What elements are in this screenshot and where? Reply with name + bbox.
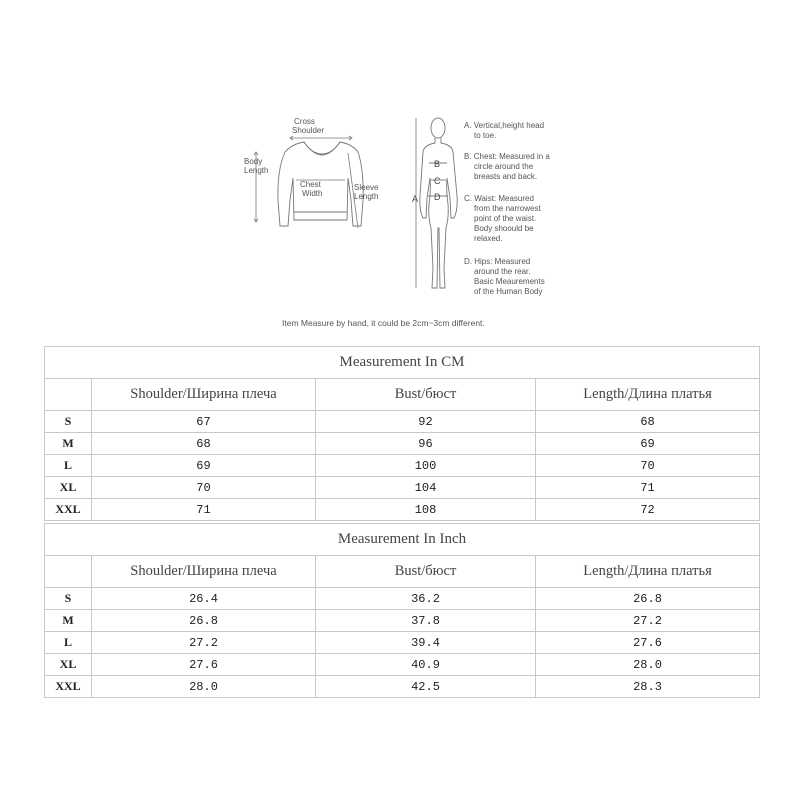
header-length: Length/Длина платья (536, 379, 760, 411)
shoulder-cell: 28.0 (92, 676, 316, 698)
table-row (45, 632, 760, 654)
table-row (45, 477, 760, 499)
header-length: Length/Длина платья (536, 556, 760, 588)
length-cell: 26.8 (536, 588, 760, 610)
note-d (464, 257, 545, 296)
bust-cell: 36.2 (316, 588, 536, 610)
table-row (45, 676, 760, 698)
letter-a: A (412, 194, 419, 204)
shoulder-cell: 27.2 (92, 632, 316, 654)
measurement-caption: Item Measure by hand, it could be 2cm~3cm different. (282, 318, 485, 328)
bust-cell: 39.4 (316, 632, 536, 654)
note-d-line-1: D. Hips: Measured (464, 257, 531, 266)
note-c-line-2: from the narrowest (474, 204, 541, 213)
note-b-line-1: B. Chest: Measured in a (464, 152, 550, 161)
note-c-line-1: C. Waist: Measured (464, 194, 534, 203)
size-cell: S (45, 411, 92, 433)
shoulder-cell: 70 (92, 477, 316, 499)
size-cell: XXL (45, 499, 92, 521)
table-row (45, 654, 760, 676)
header-shoulder: Shoulder/Ширина плеча (92, 556, 316, 588)
header-bust: Bust/бюст (316, 556, 536, 588)
note-d-line-4: of the Human Body (474, 287, 543, 296)
length-cell: 72 (536, 499, 760, 521)
human-figure-illustration (416, 118, 457, 288)
note-c-line-5: relaxed. (474, 234, 503, 243)
letter-c: C (434, 176, 441, 186)
size-cell: L (45, 632, 92, 654)
cross-shoulder-label-2: Shoulder (292, 126, 325, 135)
sleeve-length-label-1: Sleeve (354, 183, 379, 192)
size-cell: L (45, 455, 92, 477)
size-cell: S (45, 588, 92, 610)
cm-size-table (44, 346, 760, 521)
size-cell: M (45, 610, 92, 632)
shoulder-cell: 27.6 (92, 654, 316, 676)
length-cell: 68 (536, 411, 760, 433)
shoulder-cell: 26.4 (92, 588, 316, 610)
size-cell: XL (45, 477, 92, 499)
chest-width-label-1: Chest (300, 180, 321, 189)
table-row (45, 588, 760, 610)
cross-shoulder-label-1: Cross (294, 117, 315, 126)
chest-width-label-2: Width (302, 189, 323, 198)
table-row (45, 433, 760, 455)
header-bust: Bust/бюст (316, 379, 536, 411)
note-a (464, 121, 544, 140)
length-cell: 27.6 (536, 632, 760, 654)
note-d-line-3: Basic Meaurements (474, 277, 545, 286)
length-cell: 71 (536, 477, 760, 499)
note-d-line-2: around the rear. (474, 267, 531, 276)
bust-cell: 108 (316, 499, 536, 521)
length-cell: 28.3 (536, 676, 760, 698)
table-row (45, 411, 760, 433)
header-empty-cell (45, 556, 92, 588)
bust-cell: 92 (316, 411, 536, 433)
letter-d: D (434, 192, 441, 202)
note-a-line-1: A. Vertical,height head (464, 121, 545, 130)
shoulder-cell: 26.8 (92, 610, 316, 632)
inch-size-table (44, 523, 760, 698)
bust-cell: 42.5 (316, 676, 536, 698)
table-title: Measurement In CM (45, 347, 760, 379)
sleeve-length-label-2: Length (354, 192, 379, 201)
length-cell: 28.0 (536, 654, 760, 676)
bust-cell: 96 (316, 433, 536, 455)
length-cell: 69 (536, 433, 760, 455)
note-b (464, 152, 550, 181)
size-cell: M (45, 433, 92, 455)
shoulder-cell: 67 (92, 411, 316, 433)
letter-b: B (434, 159, 441, 169)
header-shoulder: Shoulder/Ширина плеча (92, 379, 316, 411)
body-length-label-2: Length (244, 166, 269, 175)
table-row (45, 499, 760, 521)
header-empty-cell (45, 379, 92, 411)
length-cell: 70 (536, 455, 760, 477)
shoulder-cell: 69 (92, 455, 316, 477)
body-length-label-1: Body (244, 157, 263, 166)
size-cell: XL (45, 654, 92, 676)
bust-cell: 40.9 (316, 654, 536, 676)
bust-cell: 100 (316, 455, 536, 477)
note-b-line-2: circle around the (474, 162, 534, 171)
table-row (45, 610, 760, 632)
table-title: Measurement In Inch (45, 524, 760, 556)
note-a-line-2: to toe. (474, 131, 497, 140)
measurement-diagram (230, 108, 570, 333)
shoulder-cell: 68 (92, 433, 316, 455)
table-row (45, 455, 760, 477)
shoulder-cell: 71 (92, 499, 316, 521)
bust-cell: 104 (316, 477, 536, 499)
note-c (464, 194, 541, 243)
size-cell: XXL (45, 676, 92, 698)
note-c-line-3: point of the waist. (474, 214, 537, 223)
note-b-line-3: breasts and back. (474, 172, 538, 181)
length-cell: 27.2 (536, 610, 760, 632)
note-c-line-4: Body shoould be (474, 224, 534, 233)
bust-cell: 37.8 (316, 610, 536, 632)
